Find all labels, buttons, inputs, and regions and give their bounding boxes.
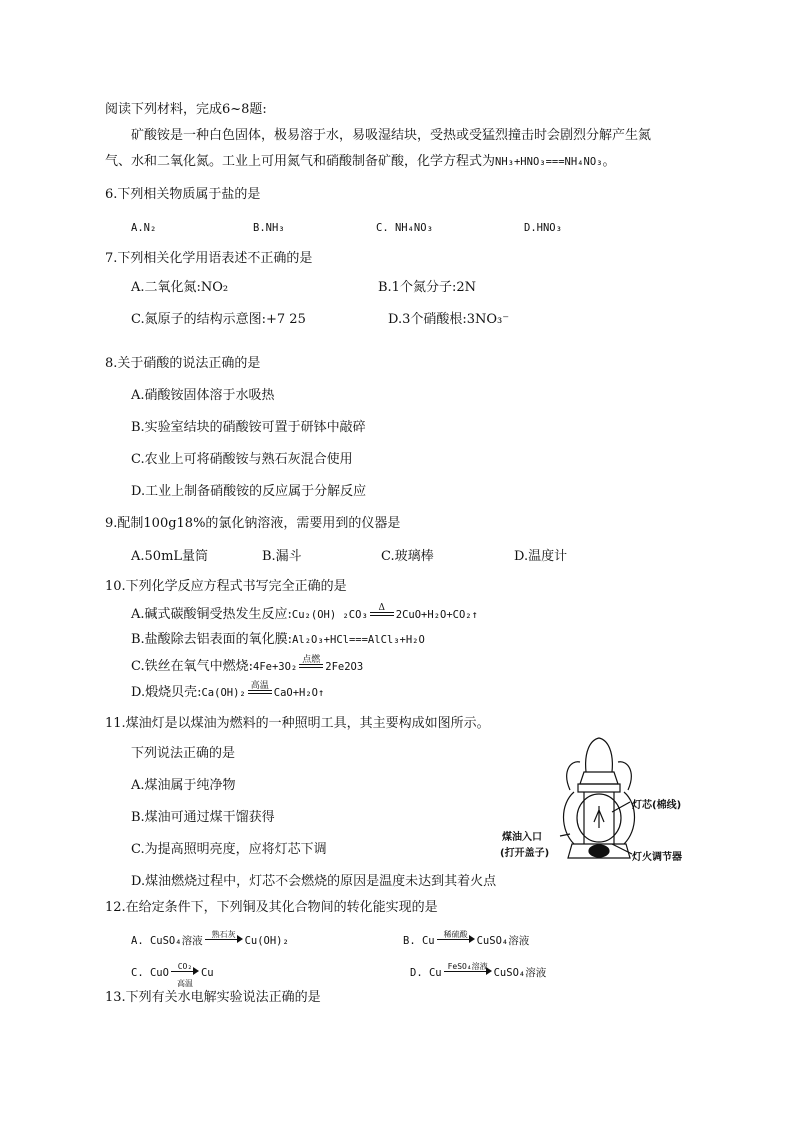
q6-stem: 6.下列相关物质属于盐的是 (105, 187, 261, 202)
q12-d-right: CuSO₄溶液 (493, 967, 547, 979)
material-line-1: 矿酸铵是一种白色固体，极易溶于水，易吸湿结块，受热或受猛烈撞击时会剧烈分解产生氮 (131, 128, 652, 143)
q9-option-d: D.温度计 (514, 549, 568, 564)
q9-stem: 9.配制100g18%的氯化钠溶液，需要用到的仪器是 (105, 516, 401, 531)
label-adjuster: 灯火调节器 (632, 852, 682, 863)
material-equation: NH₃+HNO₃===NH₄NO₃ (495, 156, 603, 168)
q11-option-a: A.煤油属于纯净物 (131, 778, 236, 793)
q7-stem: 7.下列相关化学用语表述不正确的是 (105, 251, 313, 266)
q7-option-a: A.二氧化氮:NO₂ (131, 280, 229, 295)
material-line-2-text: 气、水和二氧化氮。工业上可用氮气和硝酸制备矿酸，化学方程式为 (105, 154, 496, 169)
q12-a-right: Cu(OH)₂ (244, 935, 289, 947)
q10-c-cond-label: 点燃 (302, 655, 321, 665)
q12-d-left: D. Cu (410, 967, 442, 979)
q12-c-cond-bottom: 高温 (176, 979, 193, 988)
q10-c-condition (299, 655, 323, 672)
q12-d-cond: FeSO₄溶液 (447, 962, 488, 971)
label-wick: 灯芯(棉线) (632, 800, 682, 811)
q12-c-left: C. CuO (131, 967, 169, 979)
q12-c-right: Cu (200, 967, 214, 979)
q11-option-d: D.煤油燃烧过程中，灯芯不会燃烧的原因是温度未达到其着火点 (131, 874, 497, 889)
material-line-2 (105, 154, 616, 170)
intro-line: 阅读下列材料，完成6~8题: (105, 102, 267, 117)
q10-d-condition (248, 681, 272, 698)
q9-option-b: B.漏斗 (262, 549, 302, 564)
q12-a-arrow (205, 930, 243, 947)
q9-option-c: C.玻璃棒 (381, 549, 434, 564)
q8-option-c: C.农业上可将硝酸铵与熟石灰混合使用 (131, 452, 353, 467)
q10-option-b (131, 632, 425, 648)
q12-c-cond-top: CO₂ (177, 962, 193, 971)
q10-option-c (131, 655, 364, 675)
q12-a-left: A. CuSO₄溶液 (131, 935, 203, 947)
q8-stem: 8.关于硝酸的说法正确的是 (105, 356, 261, 371)
q10-a-right: 2CuO+H₂O+CO₂↑ (395, 609, 478, 621)
q7-option-c: C.氮原子的结构示意图:+7 25 (131, 312, 306, 327)
kerosene-lamp-figure (500, 732, 700, 868)
q10-b-eq: Al₂O₃+HCl===AlCl₃+H₂O (292, 634, 425, 646)
material-line-2-end: 。 (602, 154, 616, 169)
q13-stem: 13.下列有关水电解实验说法正确的是 (105, 990, 321, 1005)
q10-d-right: CaO+H₂O↑ (273, 687, 325, 699)
q11-sub-stem: 下列说法正确的是 (131, 746, 236, 761)
q12-b-arrow (437, 930, 475, 947)
q6-option-a: A.N₂ (131, 222, 157, 234)
q10-a-condition (370, 603, 394, 620)
q12-option-d (410, 962, 547, 981)
q10-d-left: Ca(OH)₂ (201, 687, 246, 699)
q11-stem: 11.煤油灯是以煤油为燃料的一种照明工具，其主要构成如图所示。 (105, 716, 490, 731)
q12-c-arrow (171, 962, 199, 988)
q7-option-d: D.3个硝酸根:3NO₃⁻ (388, 312, 510, 327)
q12-b-left: B. Cu (403, 935, 435, 947)
label-inlet: 煤油入口 (502, 832, 542, 843)
q8-option-b: B.实验室结块的硝酸铵可置于研钵中敲碎 (131, 420, 366, 435)
q10-option-d (131, 681, 325, 701)
q12-d-arrow (444, 962, 492, 979)
q6-option-c: C. NH₄NO₃ (376, 222, 433, 234)
q7-option-b: B.1个氮分子:2N (378, 280, 476, 295)
q10-b-text: B.盐酸除去铝表面的氧化膜: (131, 632, 293, 647)
q10-a-left: Cu₂(OH) ₂CO₃ (291, 609, 368, 621)
q8-option-a: A.硝酸铵固体溶于水吸热 (131, 388, 275, 403)
q10-a-text: A.碱式碳酸铜受热发生反应: (131, 607, 292, 622)
q12-b-right: CuSO₄溶液 (476, 935, 530, 947)
q8-option-d: D.工业上制备硝酸铵的反应属于分解反应 (131, 484, 367, 499)
q6-option-b: B.NH₃ (253, 222, 285, 234)
q6-option-d: D.HNO₃ (524, 222, 562, 234)
q10-c-right: 2Fe2O3 (325, 661, 364, 673)
q10-d-cond-label: 高温 (250, 681, 269, 691)
q12-option-a (131, 930, 289, 949)
q10-c-text: C.铁丝在氧气中燃烧: (131, 659, 253, 674)
q11-option-b: B.煤油可通过煤干馏获得 (131, 810, 275, 825)
q10-stem: 10.下列化学反应方程式书写完全正确的是 (105, 579, 347, 594)
q12-a-cond: 熟石灰 (211, 930, 236, 939)
q12-stem: 12.在给定条件下，下列铜及其化合物间的转化能实现的是 (105, 900, 438, 915)
label-inlet-open: (打开盖子) (500, 848, 550, 859)
q12-option-b (403, 930, 530, 949)
q10-a-cond-label: Δ (378, 603, 386, 613)
q12-option-c (131, 962, 214, 988)
q10-option-a (131, 603, 478, 623)
q11-option-c: C.为提高照明亮度，应将灯芯下调 (131, 842, 327, 857)
q9-option-a: A.50mL量筒 (131, 549, 209, 564)
q12-b-cond: 稀硫酸 (443, 930, 468, 939)
q10-d-text: D.煅烧贝壳: (131, 685, 202, 700)
q10-c-left: 4Fe+3O₂ (253, 661, 298, 673)
